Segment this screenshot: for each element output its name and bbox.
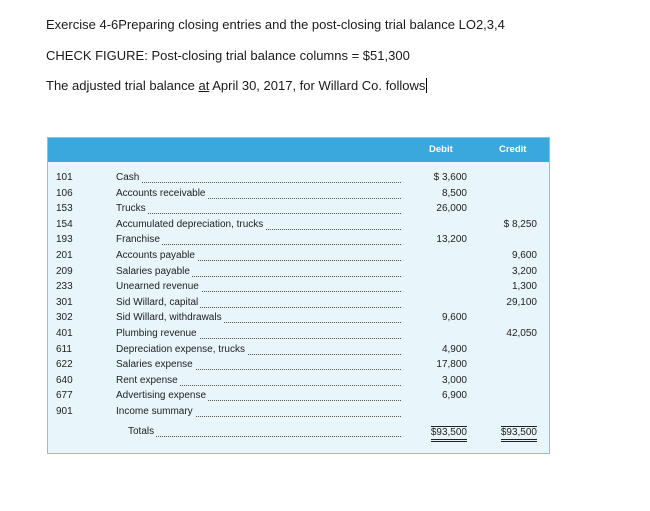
trial-balance-table — [47, 137, 550, 454]
debit-amount: 8,500 — [441, 187, 467, 199]
account-number: 154 — [56, 218, 73, 230]
table-header — [48, 138, 549, 162]
account-number: 677 — [56, 390, 73, 402]
credit-total: $93,500 — [501, 426, 537, 442]
debit-amount: 9,600 — [441, 312, 467, 324]
table-row — [48, 172, 549, 186]
account-name: Trucks — [116, 203, 401, 217]
account-name: Income summary — [116, 406, 401, 420]
table-row — [48, 234, 549, 248]
table-row — [48, 188, 549, 202]
account-number: 901 — [56, 406, 73, 417]
account-name: Sid Willard, capital — [116, 297, 401, 311]
account-name: Depreciation expense, trucks — [116, 344, 401, 358]
account-number: 302 — [56, 312, 73, 324]
account-name: Salaries expense — [116, 359, 401, 373]
account-name: Rent expense — [116, 375, 401, 389]
totals-label: Totals — [128, 426, 401, 440]
underlined-word: at — [198, 78, 210, 93]
intro-sentence[interactable] — [46, 78, 427, 93]
account-number: 233 — [56, 281, 73, 293]
table-row — [48, 328, 549, 342]
account-name: Accounts receivable — [116, 188, 401, 202]
account-name: Accumulated depreciation, trucks — [116, 219, 401, 233]
credit-amount: 42,050 — [506, 328, 537, 339]
debit-amount: 17,800 — [436, 359, 467, 371]
credit-amount: 9,600 — [511, 250, 537, 261]
debit-total: $93,500 — [431, 426, 467, 442]
account-number: 622 — [56, 359, 73, 371]
debit-amount: 6,900 — [441, 390, 467, 402]
intro-text-end: April 30, 2017, for Willard Co. follows — [209, 78, 426, 93]
account-number: 301 — [56, 296, 73, 308]
intro-text-start: The adjusted trial balance — [46, 78, 199, 93]
account-number: 193 — [56, 234, 73, 246]
table-row — [48, 406, 549, 420]
text-cursor — [426, 78, 427, 93]
debit-header: Debit — [429, 144, 453, 155]
table-row — [48, 297, 549, 311]
table-row — [48, 312, 549, 326]
exercise-title: Exercise 4-6Preparing closing entries and the post-closing trial balance LO2,3,4 — [46, 17, 505, 32]
debit-amount: $ 3,600 — [433, 172, 467, 183]
debit-amount: 4,900 — [441, 343, 467, 355]
debit-amount: 26,000 — [436, 203, 467, 215]
table-row — [48, 344, 549, 358]
table-row — [48, 281, 549, 295]
account-name: Sid Willard, withdrawals — [116, 312, 401, 326]
credit-amount: $ 8,250 — [503, 218, 537, 230]
table-row — [48, 390, 549, 404]
account-name: Accounts payable — [116, 250, 401, 264]
credit-header: Credit — [499, 144, 527, 155]
account-number: 209 — [56, 265, 73, 277]
credit-amount: 29,100 — [506, 296, 537, 308]
totals-row — [48, 426, 549, 440]
account-number: 611 — [56, 343, 72, 355]
table-row — [48, 266, 549, 280]
account-number: 106 — [56, 187, 73, 199]
account-number: 153 — [56, 203, 73, 215]
account-name: Franchise — [116, 234, 401, 248]
table-row — [48, 375, 549, 389]
debit-amount: 13,200 — [436, 234, 467, 246]
credit-amount: 1,300 — [511, 281, 537, 293]
account-number: 201 — [56, 250, 73, 261]
table-row — [48, 203, 549, 217]
account-name: Advertising expense — [116, 390, 401, 404]
account-name: Salaries payable — [116, 266, 401, 280]
account-number: 640 — [56, 374, 73, 386]
account-number: 401 — [56, 328, 73, 339]
account-name: Plumbing revenue — [116, 328, 401, 342]
table-row — [48, 359, 549, 373]
table-row — [48, 250, 549, 264]
account-number: 101 — [56, 172, 73, 183]
account-name: Unearned revenue — [116, 281, 401, 295]
debit-amount: 3,000 — [441, 374, 467, 386]
account-name: Cash — [116, 172, 401, 186]
table-row — [48, 219, 549, 233]
check-figure: CHECK FIGURE: Post-closing trial balance columns = $51,300 — [46, 48, 410, 63]
credit-amount: 3,200 — [511, 265, 537, 277]
